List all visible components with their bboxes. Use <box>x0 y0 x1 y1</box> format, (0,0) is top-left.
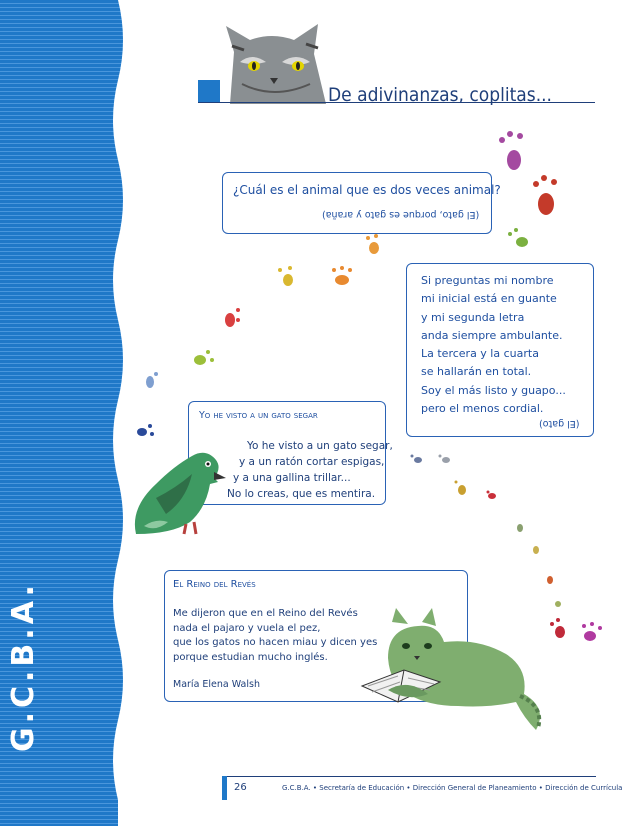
paw-print-icon <box>137 424 154 436</box>
footer-rule <box>222 776 596 777</box>
paw-print-icon <box>194 350 214 365</box>
paw-print-icon <box>225 308 240 327</box>
verse-line: Soy el más listo y guapo... <box>421 383 566 397</box>
paw-print-icon <box>555 601 561 607</box>
paw-print-icon <box>550 618 565 638</box>
paw-print-icon <box>533 546 539 554</box>
verse-line: pero el menos cordial. <box>421 402 544 416</box>
paw-print-icon <box>278 266 293 286</box>
riddle-answer: (El gato, porque es gato y araña) <box>321 209 479 220</box>
paw-print-icon <box>508 228 528 247</box>
paw-print-icon <box>517 524 523 532</box>
riddle-answer: (El gato) <box>538 418 579 429</box>
page-number: 26 <box>234 782 247 793</box>
paw-print-icon <box>487 491 497 500</box>
footer-credits: G.C.B.A. • Secretaría de Educación • Dirección General de Planeamiento • Dirección de Currícula <box>282 784 623 792</box>
paw-print-icon <box>146 372 158 388</box>
verse-line: mi inicial está en guante <box>421 292 557 306</box>
riddle-question: ¿Cuál es el animal que es dos veces animal? <box>233 183 501 197</box>
paw-print-icon <box>499 131 523 170</box>
poem-author: María Elena Walsh <box>173 679 260 690</box>
verse-line: que los gatos no hacen miau y dicen yes <box>173 637 378 648</box>
verse-line: y mi segunda letra <box>421 310 525 324</box>
paw-print-icon <box>366 234 379 254</box>
verse-line: No lo creas, que es mentira. <box>227 488 376 500</box>
verse-line: porque estudian mucho inglés. <box>173 651 328 663</box>
verse-line: y a una gallina trillar... <box>233 472 351 484</box>
paw-print-icon <box>582 622 602 641</box>
poem-title: Yo he visto a un gato segar <box>199 410 318 421</box>
verse-line: anda siempre ambulante. <box>421 328 563 342</box>
paw-print-icon <box>411 455 423 464</box>
band-label: G.C.B.A. <box>6 581 41 752</box>
paw-print-icon <box>332 266 352 285</box>
header-square <box>198 80 220 102</box>
verse-line: La tercera y la cuarta <box>421 347 539 361</box>
page-title: De adivinanzas, coplitas... <box>328 84 552 106</box>
poem-title: El Reino del Revés <box>173 579 256 590</box>
footer-bar <box>222 776 227 800</box>
cat-illustration <box>222 22 332 104</box>
verse-line: Si preguntas mi nombre <box>421 274 554 287</box>
verse-line: se hallarán en total. <box>421 365 532 379</box>
paw-print-icon <box>455 481 467 496</box>
paw-prints-decoration <box>130 120 610 650</box>
verse-line: y a un ratón cortar espigas, <box>239 456 385 468</box>
verse-line: Yo he visto a un gato segar, <box>247 440 393 452</box>
paw-print-icon <box>547 576 553 584</box>
verse-line: nada el pajaro y vuela el pez, <box>173 622 321 634</box>
paw-print-icon <box>533 175 557 215</box>
verse-line: Me dijeron que en el Reino del Revés <box>173 608 358 619</box>
paw-print-icon <box>439 455 451 464</box>
